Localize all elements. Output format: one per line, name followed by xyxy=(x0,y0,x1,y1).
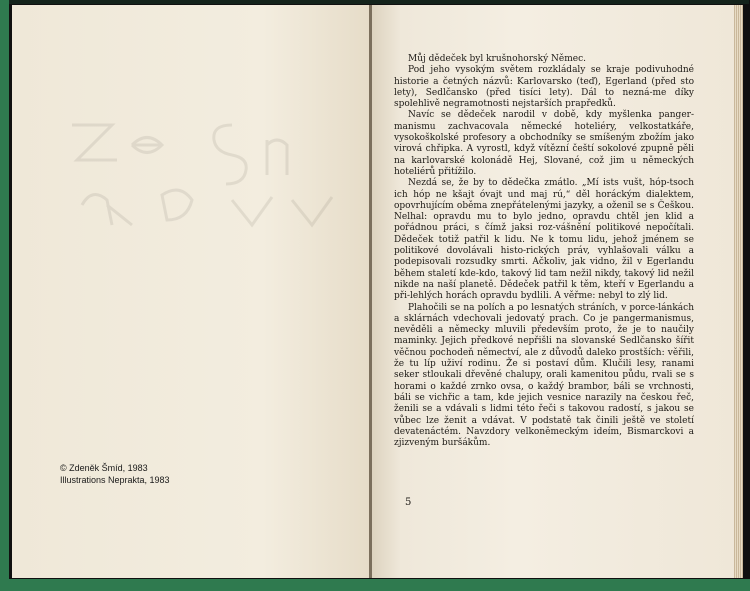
green-cover-edge xyxy=(0,0,9,591)
left-page xyxy=(12,5,371,578)
copyright-colophon xyxy=(60,462,170,486)
paragraph: Nezdá se, že by to dědečka zmátlo. „Mí ists vušt, hóp-tsoch ich hóp ne kšajt óvajt und maj rú,“ děl horáckým dialektem, opovrhujícím oběma znepřátelenými jazyky, a oženil se s Češkou. Nelhal: opravdu mu to bylo jedno, opravdu chtěl jen klid a pořádnou práci, s čímž jaksi roz-vášnění politikové nepočítali. Dědeček totiž patřil k lidu. Ne k tomu lidu, jehož jménem se politikové dovolávali histo-rických práv, vyhlašovali válku a podepisovali rozsudky smrti. Ačkoliv, jak vidno, žil v Egerlandu během staletí kde-kdo, takový lid tam nežil nikdy, takový lid nežil nikde na naší planetě. Dědeček patřil k těm, kteří v Egerlandu a při-lehlých horách opravdu bydlili. A věřme: nebyl to zlý lid. xyxy=(394,178,694,302)
copyright-line: © Zdeněk Šmíd, 1983 xyxy=(60,463,148,473)
bleed-through-title-image xyxy=(52,105,352,235)
illustrations-line: Illustrations Neprakta, 1983 xyxy=(60,475,170,485)
paragraph: Navíc se dědeček narodil v době, kdy myšlenka panger-manismu zachvacovala německé hoteliéry, velkostatkáře, vysokoškolské profesory a obchodníky se smíšeným zbožím jako virová chřipka. A vyrostl, když vítězní čeští sokolové zpupně pěli na karlovarské kolonádě Hej, Slované, což jim u německých hoteliérů přitížilo. xyxy=(394,110,694,177)
page-fore-edge xyxy=(734,5,743,578)
cover-top-edge xyxy=(9,0,749,4)
paragraph: Můj dědeček byl krušnohorský Němec. xyxy=(408,54,586,64)
paragraph: Plahočili se na polích a po lesnatých stráních, v porce-lánkách a sklárnách vdechovali jedovatý prach. Co je pangermanismus, nevěděli a německy mluvili především proto, že je to naučily maminky. Jejich předkové nepřišli na slovanské Sedlčansko šířit věčnou pochodeň němectví, ale z důvodů daleko prostších: věřili, že tu líp uživí rodinu. Že si postaví dům. Klučili lesy, ranami seker stloukali dřevěné chalupy, orali kamenitou půdu, rvali se s horami o každé zrnko ovsa, o každý brambor, báli se vrchnosti, báli se vichřic a tam, kde jejich vesnice narazily na českou řeč, ženili se a vdávali s lidmi této řeči s takovou radostí, s jakou se vůbec lze ženit a vdávat. V podstatě tak činili ještě ve století devatenáctém. Navzdory velkoněmeckým ideím, Bismarckovi a zjizveným buršákům. xyxy=(394,302,694,449)
body-text xyxy=(394,54,694,449)
page-number: 5 xyxy=(405,497,412,508)
paragraph: Pod jeho vysokým světem rozkládaly se kraje podivuhodné historie a četných názvů: Karlovarsko (teď), Egerland (před sto lety), Sedlčansko (před tisíci lety). Dál to nezná-me díky spolehlivě negramotnosti nejstarších prapředků. xyxy=(394,65,694,110)
green-cover-bottom-edge xyxy=(9,579,750,591)
